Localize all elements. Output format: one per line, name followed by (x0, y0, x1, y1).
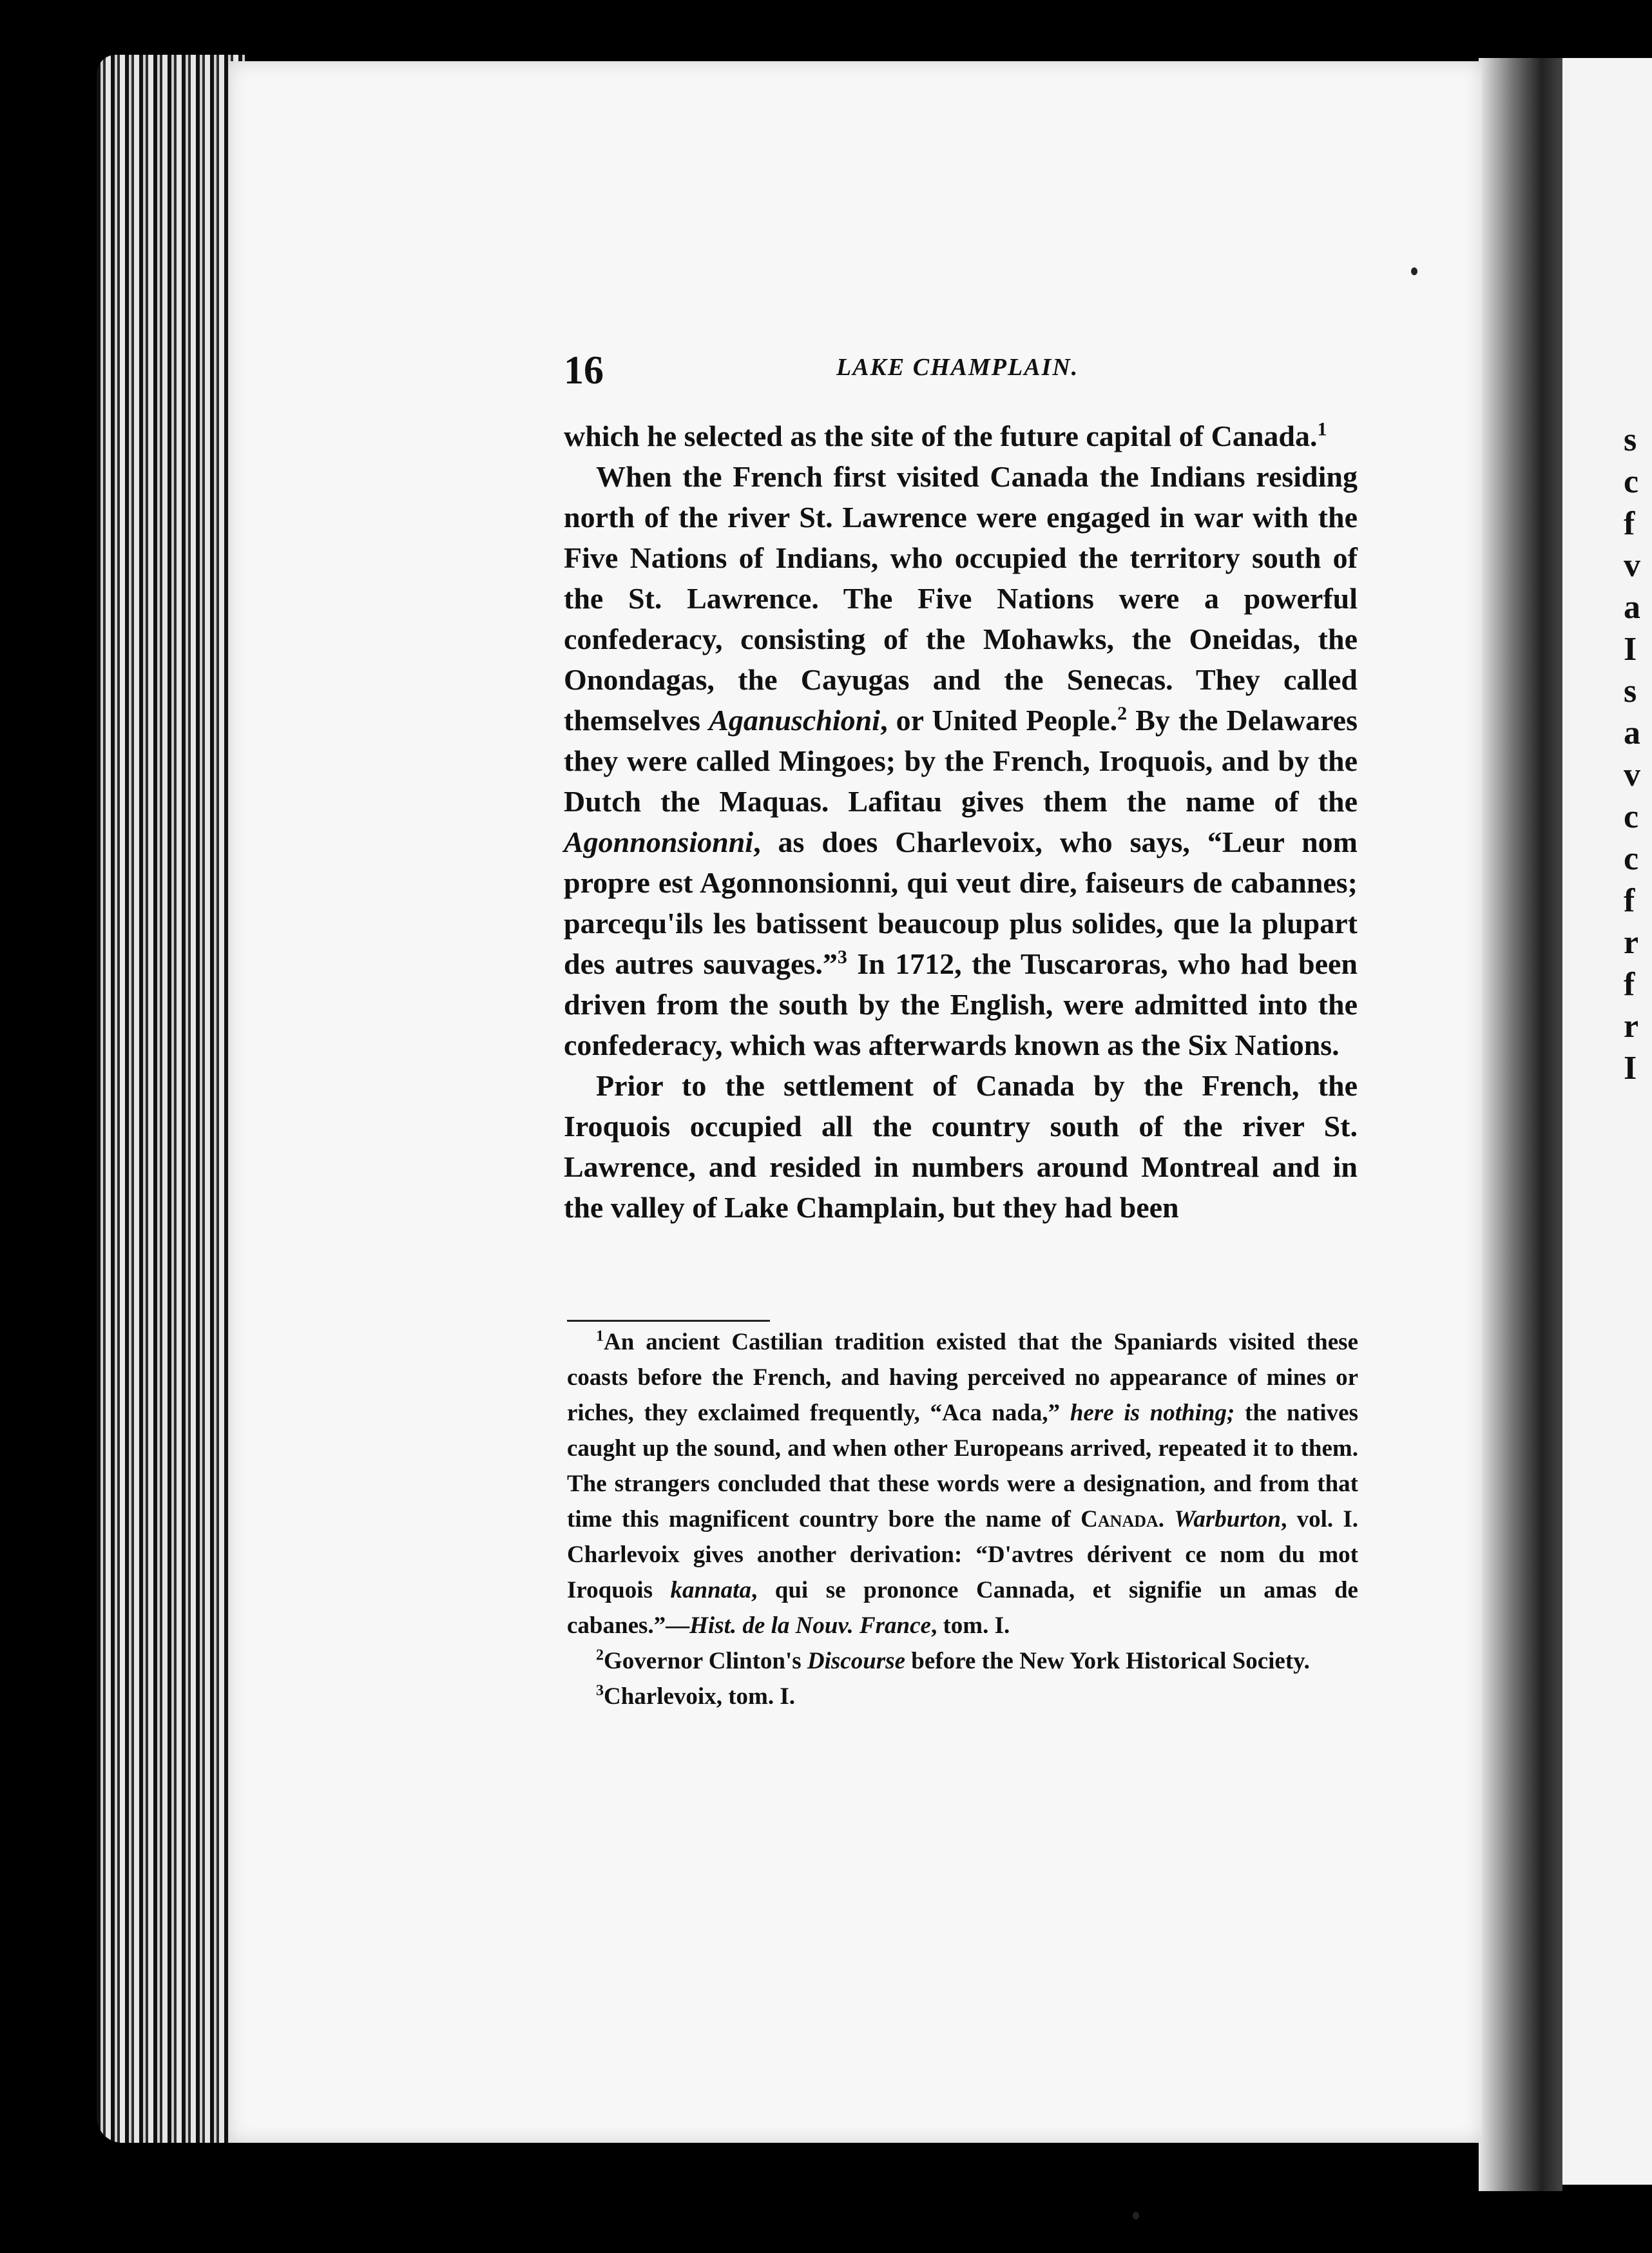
italic-text: Discourse (807, 1648, 906, 1674)
text-run: . (1158, 1506, 1175, 1533)
opposite-fragment: f (1624, 966, 1635, 1003)
text-run: which he selected as the site of the future capital of Canada. (564, 420, 1318, 452)
text-run: Charlevoix, tom. I. (604, 1683, 795, 1710)
body-text (564, 416, 1358, 1228)
footnote-marker: 2 (1117, 702, 1128, 724)
footnote (567, 1643, 1358, 1679)
footnote-marker: 1 (596, 1328, 604, 1345)
text-run: , vol. I. Charlevoix gives another derivation: “D'avtres dérivent ce nom du mot Iroquois (567, 1506, 1358, 1603)
opposite-fragment: s (1624, 673, 1637, 710)
opposite-fragment: v (1624, 547, 1640, 584)
smallcaps-text: Canada (1081, 1506, 1158, 1533)
opposite-fragment: a (1624, 715, 1640, 751)
opposite-fragment: r (1624, 1008, 1639, 1045)
scan-speck (1411, 267, 1417, 275)
footnote-marker: 2 (596, 1647, 604, 1664)
footnote (567, 1324, 1358, 1643)
footnotes (567, 1324, 1358, 1714)
italic-text: Hist. de la Nouv. France (689, 1612, 931, 1639)
running-head: LAKE CHAMPLAIN. (836, 354, 1079, 381)
opposite-fragment: f (1624, 882, 1635, 919)
text-run: before the New York Historical Society. (905, 1648, 1310, 1674)
text-run: Governor Clinton's (604, 1648, 807, 1674)
opposite-fragment: c (1624, 798, 1639, 835)
opposite-fragment: f (1624, 505, 1635, 542)
paragraph (564, 456, 1358, 1065)
opposite-fragment: I (1624, 631, 1637, 668)
italic-text: Warburton (1174, 1506, 1282, 1533)
italic-text: here is nothing; (1070, 1400, 1235, 1426)
text-run: When the French first visited Canada the Indians residing north of the river St. Lawrence were engaged in war with the Five Nations of Indians, who occupied the territory south of the St. Lawrence. The Five Nations were a powerful confederacy, consisting of the Mohawks, the Oneidas, the Onondagas, the Cayugas and the Senecas. They called themselves (564, 460, 1358, 737)
footnote-marker: 3 (596, 1682, 604, 1699)
opposite-fragment: r (1624, 924, 1639, 961)
footnote-marker: 3 (837, 946, 847, 968)
opposite-fragment: I (1624, 1050, 1637, 1087)
gutter-shadow (1479, 58, 1562, 2191)
text-run: , as does Charlevoix, who says, “Leur nom propre est Agonnonsionni, qui veut dire, faiseurs de cabannes; parcequ'ils les batissent beaucoup plus solides, que la plupart des autres sauvages.” (564, 826, 1358, 980)
scan-speck (1133, 2212, 1139, 2219)
italic-text: Agonnonsionni (564, 826, 754, 858)
book-page-edges (97, 55, 245, 2143)
text-run: An ancient Castilian tradition existed that the Spaniards visited these coasts before the French, and having perceived no appearance of mines or riches, they exclaimed frequently, “Aca nada,” (567, 1329, 1358, 1426)
text-run: Prior to the settlement of Canada by the French, the Iroquois occupied all the country south of the river St. Lawrence, and resided in numbers around Montreal and in the valley of Lake Champlain, but they had been (564, 1069, 1358, 1224)
page-number: 16 (564, 349, 604, 392)
paragraph (564, 1065, 1358, 1228)
opposite-fragment: a (1624, 589, 1640, 626)
footnote-rule (567, 1320, 770, 1322)
opposite-fragment: c (1624, 463, 1639, 500)
opposite-fragment: c (1624, 840, 1639, 877)
text-run: , tom. I. (930, 1612, 1010, 1639)
text-run: , qui se prononce Cannada, et signifie un amas de cabanes.”— (567, 1577, 1358, 1639)
footnote-marker: 1 (1317, 418, 1327, 440)
text-run: By the Delawares they were called Mingoes; by the French, Iroquois, and by the Dutch the Maquas. Lafitau gives them the name of the (564, 704, 1358, 818)
footnote (567, 1679, 1358, 1714)
text-run: , or United People. (880, 704, 1118, 737)
italic-text: Aganuschioni (709, 704, 881, 737)
italic-text: kannata (670, 1577, 751, 1603)
opposite-page-fragments (1624, 419, 1652, 1708)
opposite-fragment: v (1624, 757, 1640, 793)
text-run: the natives caught up the sound, and when other Europeans arrived, repeated it to them. The strangers concluded that these words were a designation, and from that time this magnificent country bore the name of (567, 1400, 1358, 1533)
text-run: In 1712, the Tuscaroras, who had been driven from the south by the English, were admitted into the confederacy, which was afterwards known as the Six Nations. (564, 947, 1358, 1061)
opposite-fragment: s (1624, 421, 1637, 458)
paragraph (564, 416, 1358, 456)
